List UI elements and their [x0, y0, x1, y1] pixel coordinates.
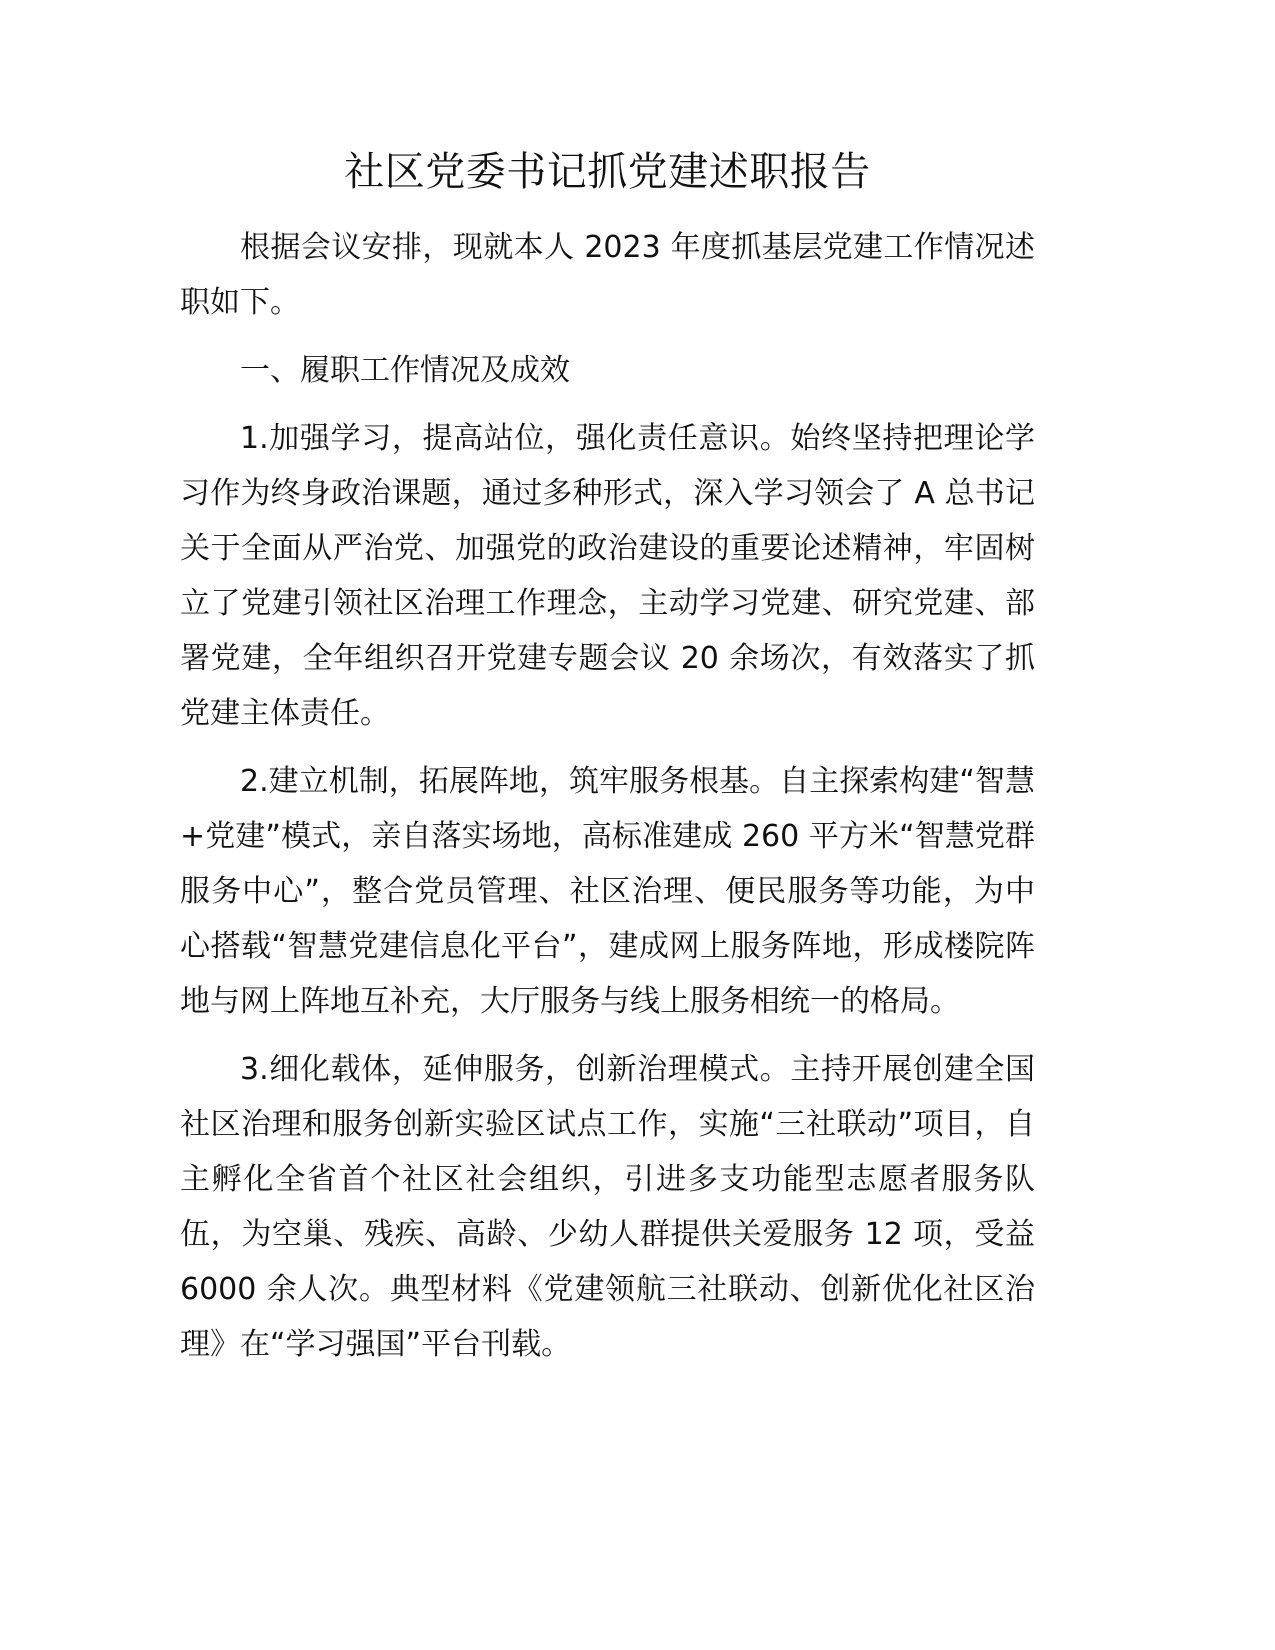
intro-paragraph: 根据会议安排，现就本人 2023 年度抓基层党建工作情况述职如下。 [180, 230, 1035, 320]
body-paragraph-3: 3.细化载体，延伸服务，创新治理模式。主持开展创建全国社区治理和服务创新实验区试点工作，实施“三社联动”项目，自主孵化全省首个社区社会组织，引进多支功能型志愿者服务队伍，为空巢、残疾、高龄、少幼人群提供关爱服务 12 项，受益 6000 余人次。典型材料《党建领航三社联动、创新优化社区治理》在“学习强国”平台刊载。 [180, 1052, 1035, 1362]
body-paragraph-1: 1.加强学习，提高站位，强化责任意识。始终坚持把理论学习作为终身政治课题，通过多种形式，深入学习领会了 A 总书记关于全面从严治党、加强党的政治建设的重要论述精神，牢固树立了党建引领社区治理工作理念，主动学习党建、研究党建、部署党建，全年组织召开党建专题会议 20 余场次，有效落实了抓党建主体责任。 [180, 421, 1035, 731]
body-paragraph-2: 2.建立机制，拓展阵地，筑牢服务根基。自主探索构建“智慧+党建”模式，亲自落实场地，高标准建成 260 平方米“智慧党群服务中心”，整合党员管理、社区治理、便民服务等功能，为中心搭载“智慧党建信息化平台”，建成网上服务阵地，形成楼院阵地与网上阵地互补充，大厅服务与线上服务相统一的格局。 [180, 764, 1035, 1019]
document-page [180, 140, 1035, 1385]
document-title: 社区党委书记抓党建述职报告 [344, 149, 871, 195]
section-heading: 一、履职工作情况及成效 [240, 353, 570, 388]
